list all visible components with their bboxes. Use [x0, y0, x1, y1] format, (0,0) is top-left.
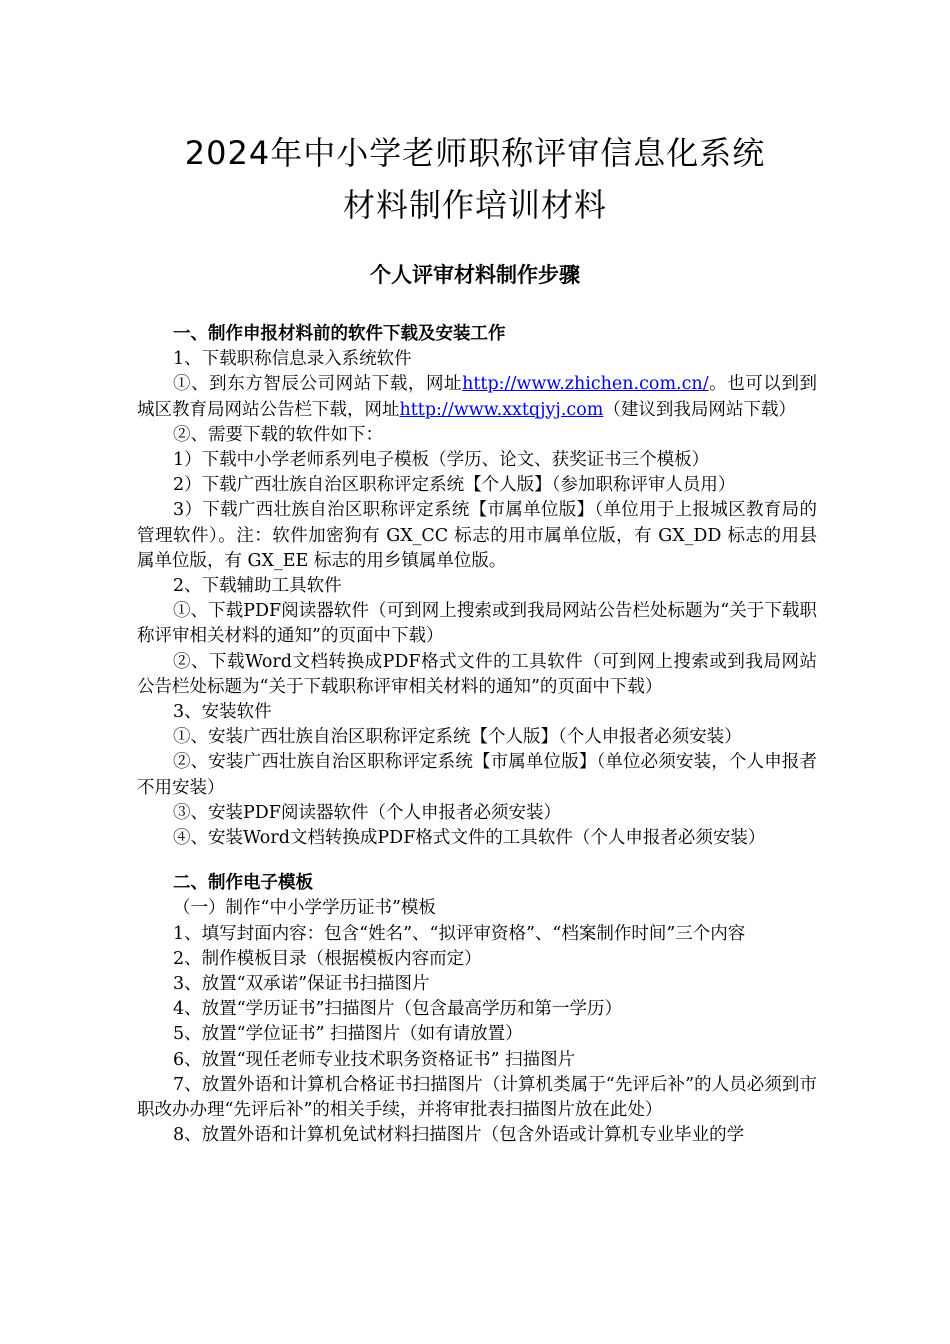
- download-text-b: 。也可以到到城区教育局网站公告栏下载，网址: [137, 374, 818, 420]
- install-item-3: ③、安装PDF阅读器软件（个人申报者必须安装）: [173, 802, 561, 823]
- document-title-line-2: 材料制作培训材料: [342, 186, 607, 224]
- template-step-7: 7、放置外语和计算机合格证书扫描图片（计算机类属于“先评后补”的人员必须到市职改办办理“先评后补”的相关手续，并将审批表扫描图片放在此处）: [137, 1074, 817, 1121]
- step-3-title: 3、安装软件: [173, 702, 272, 723]
- document-body: [137, 322, 817, 1149]
- template-subheading: （一）制作“中小学学历证书”模板: [173, 898, 436, 919]
- template-step-5: 5、放置“学位证书” 扫描图片（如有请放置）: [173, 1024, 523, 1045]
- template-step-3: 3、放置“双承诺”保证书扫描图片: [173, 974, 430, 995]
- document-title-line-1: 2024年中小学老师职称评审信息化系统: [184, 134, 766, 172]
- section-1-heading: 一、制作申报材料前的软件下载及安装工作: [173, 324, 506, 344]
- download-paragraph: [137, 372, 817, 422]
- zhichen-website-link[interactable]: http://www.zhichen.com.cn/: [462, 374, 709, 395]
- software-list-item-3: 3）下载广西壮族自治区职称评定系统【市属单位版】（单位用于上报城区教育局的管理软件）。注：软件加密狗有 GX_CC 标志的用市属单位版，有 GX_DD 标志的用县属单位版，有 GX_EE 标志的用乡镇属单位版。: [137, 500, 817, 571]
- tool-item-2: ②、下载Word文档转换成PDF格式文件的工具软件（可到网上搜索或到我局网站公告栏处标题为“关于下载职称评审相关材料的通知”的页面中下载）: [137, 651, 817, 697]
- install-item-1: ①、安装广西壮族自治区职称评定系统【个人版】（个人申报者必须安装）: [173, 727, 742, 748]
- download-text-c: （建议到我局网站下载）: [603, 399, 796, 420]
- section-2-heading: 二、制作电子模板: [173, 873, 313, 894]
- step-2-title: 2、下载辅助工具软件: [173, 576, 342, 597]
- template-step-4: 4、放置“学历证书”扫描图片（包含最高学历和第一学历）: [173, 999, 623, 1020]
- education-bureau-link[interactable]: http://www.xxtqjyj.com: [399, 399, 604, 420]
- template-step-8: 8、放置外语和计算机免试材料扫描图片（包含外语或计算机专业毕业的学: [173, 1125, 745, 1146]
- document-subtitle: 个人评审材料制作步骤: [370, 263, 580, 287]
- download-text-a: ①、到东方智辰公司网站下载，网址: [173, 374, 463, 395]
- install-item-2: ②、安装广西壮族自治区职称评定系统【市属单位版】（单位必须安装，个人申报者不用安装）: [137, 752, 817, 798]
- software-list-item-2: 2）下载广西壮族自治区职称评定系统【个人版】（参加职称评审人员用）: [173, 475, 736, 496]
- software-list-item-1: 1）下载中小学老师系列电子模板（学历、论文、获奖证书三个模板）: [173, 450, 710, 471]
- step-1-title: 1、下载职称信息录入系统软件: [173, 349, 412, 370]
- template-step-6: 6、放置“现任老师专业技术职务资格证书” 扫描图片: [173, 1049, 576, 1070]
- tool-item-1: ①、下载PDF阅读器软件（可到网上搜索或到我局网站公告栏处标题为“关于下载职称评审相关材料的通知”的页面中下载）: [137, 601, 817, 647]
- software-list-intro: ②、需要下载的软件如下：: [173, 424, 383, 445]
- template-step-1: 1、填写封面内容：包含“姓名”、“拟评审资格”、“档案制作时间”三个内容: [173, 923, 746, 944]
- install-item-4: ④、安装Word文档转换成PDF格式文件的工具软件（个人申报者必须安装）: [173, 828, 766, 849]
- template-step-2: 2、制作模板目录（根据模板内容而定）: [173, 948, 482, 969]
